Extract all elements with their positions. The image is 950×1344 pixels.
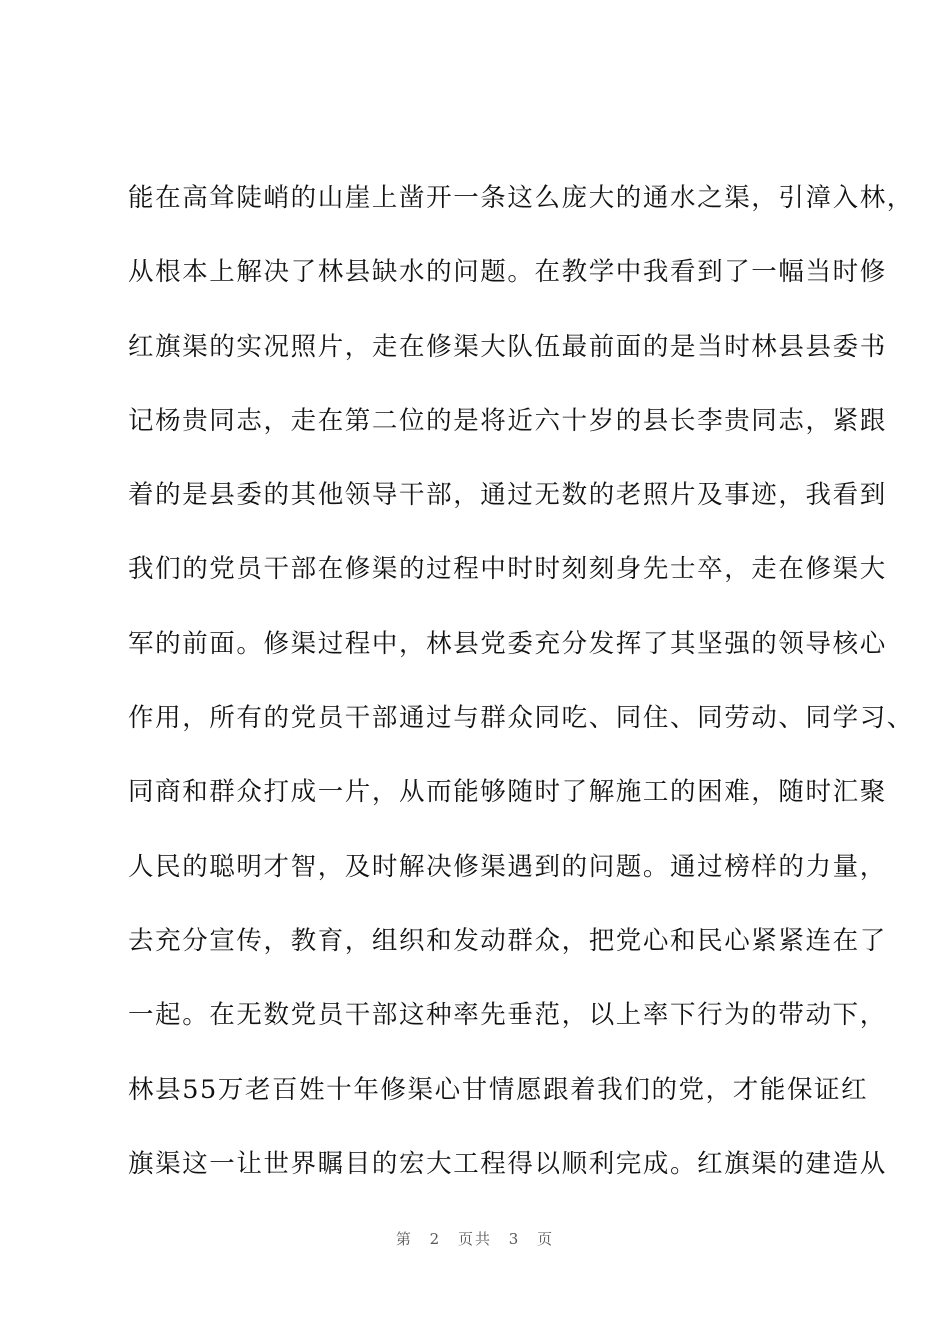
text-line: 人民的聪明才智，及时解决修渠遇到的问题。通过榜样的力量， (128, 851, 887, 882)
text-line: 红旗渠的实况照片，走在修渠大队伍最前面的是当时林县县委书 (128, 331, 887, 362)
text-line: 军的前面。修渠过程中，林县党委充分发挥了其坚强的领导核心 (128, 628, 887, 659)
footer-label-end: 页 (537, 1230, 555, 1248)
text-line: 能在高耸陡峭的山崖上凿开一条这么庞大的通水之渠，引漳入林， (128, 183, 914, 213)
text-line: 同商和群众打成一片，从而能够随时了解施工的困难，随时汇聚 (128, 777, 887, 808)
text-line: 一起。在无数党员干部这种率先垂范，以上率下行为的带动下， (128, 1000, 887, 1031)
text-line: 作用，所有的党员干部通过与群众同吃、同住、同劳动、同学习、 (128, 703, 914, 734)
text-line: 着的是县委的其他领导干部，通过无数的老照片及事迹，我看到 (128, 480, 887, 511)
text-line: 林县55万老百姓十年修渠心甘情愿跟着我们的党，才能保证红 (128, 1074, 869, 1105)
text-line: 去充分宣传，教育，组织和发动群众，把党心和民心紧紧连在了 (128, 925, 887, 956)
page-footer (0, 1228, 950, 1249)
text-line: 记杨贵同志，走在第二位的是将近六十岁的县长李贵同志，紧跟 (128, 405, 887, 436)
footer-label-of: 页共 (457, 1230, 492, 1248)
footer-label-page: 第 (395, 1230, 413, 1248)
text-line: 旗渠这一让世界瞩目的宏大工程得以顺利完成。红旗渠的建造从 (128, 1148, 887, 1179)
text-line: 我们的党员干部在修渠的过程中时时刻刻身先士卒，走在修渠大 (128, 554, 887, 585)
text-line: 从根本上解决了林县缺水的问题。在教学中我看到了一幅当时修 (128, 257, 887, 288)
footer-total-pages: 3 (508, 1230, 521, 1248)
body-text (128, 176, 914, 1216)
footer-current-page: 2 (429, 1230, 442, 1248)
